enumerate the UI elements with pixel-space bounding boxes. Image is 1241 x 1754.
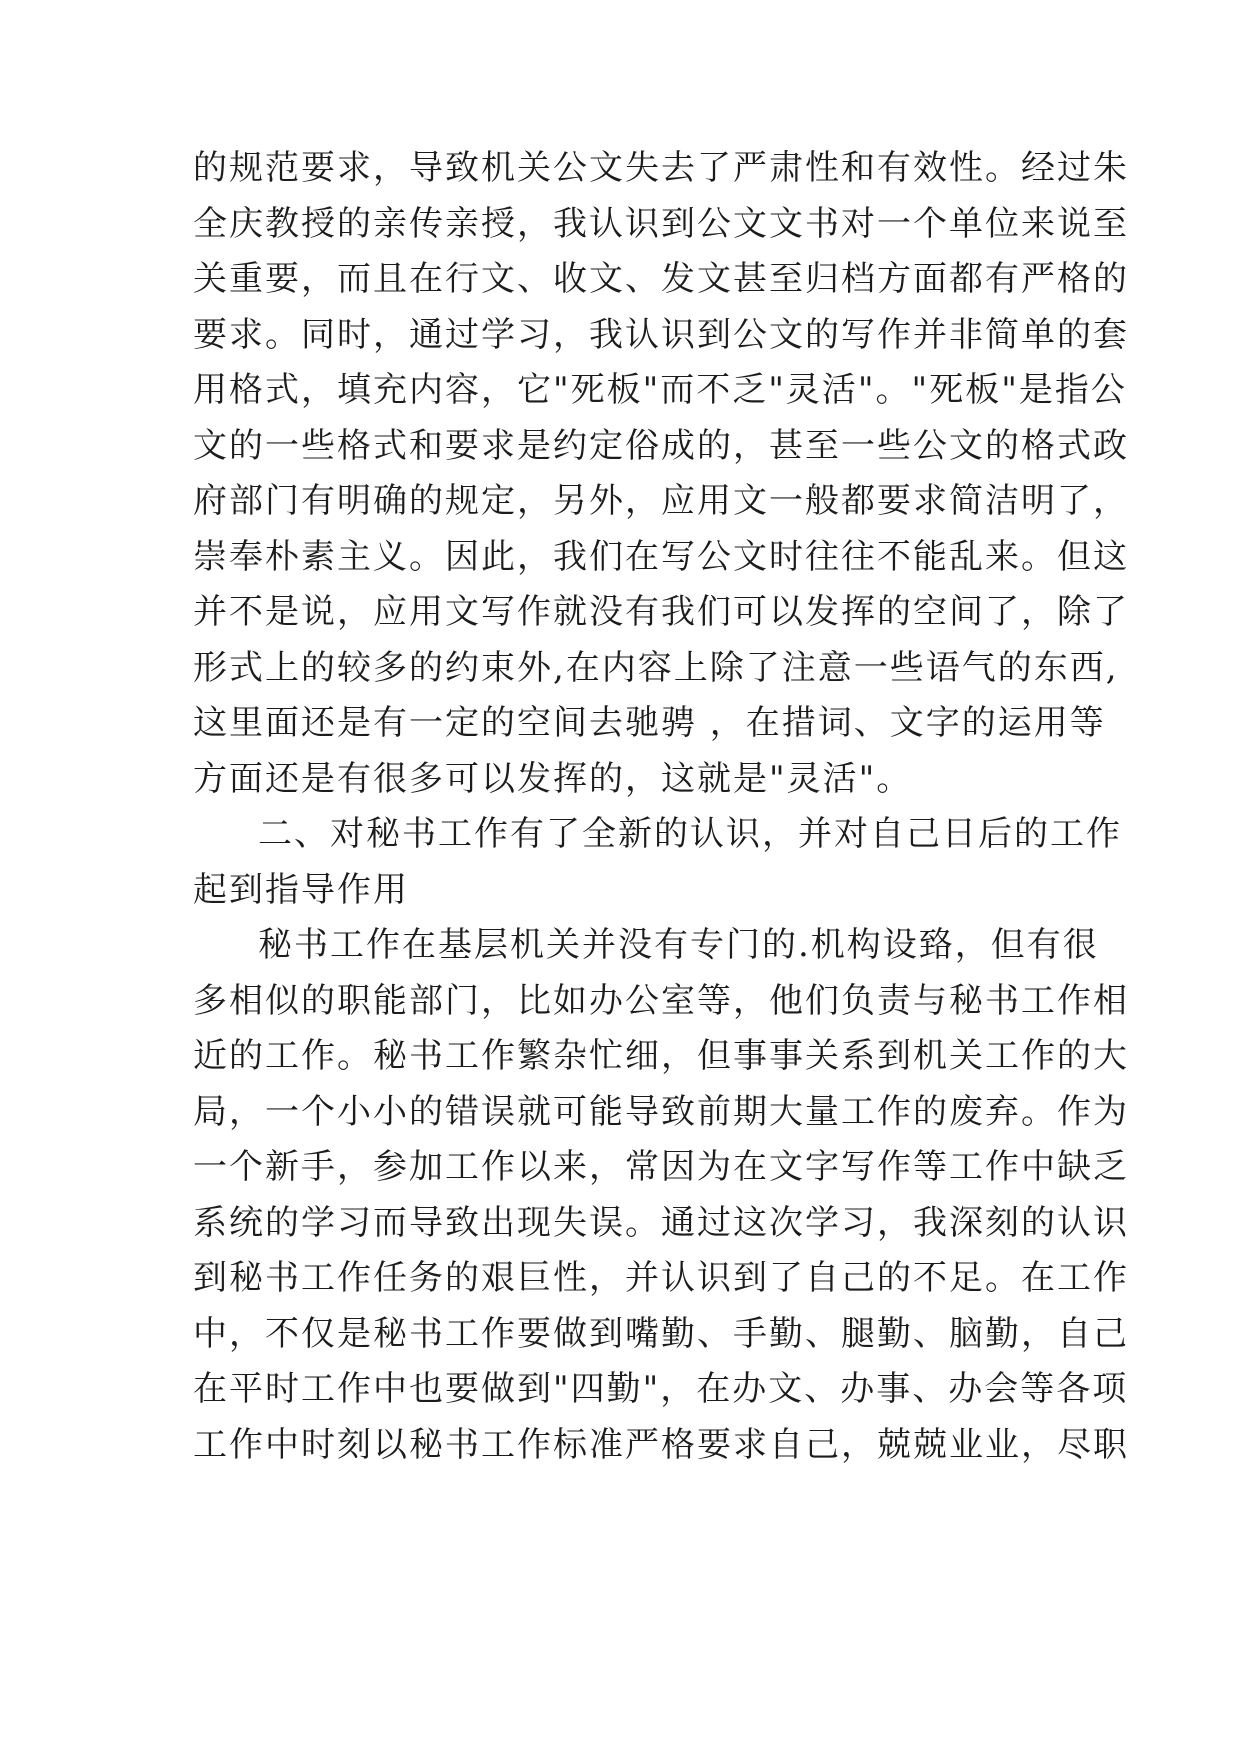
body-line: 中，不仅是秘书工作要做到嘴勤、手勤、腿勤、脑勤，自己 [193, 1314, 1129, 1354]
body-line: 系统的学习而导致出现失误。通过这次学习，我深刻的认识 [193, 1203, 1129, 1243]
body-line: 局，一个小小的错误就可能导致前期大量工作的废弃。作为 [193, 1092, 1129, 1132]
body-line: 的规范要求，导致机关公文失去了严肃性和有效性。经过朱 [193, 148, 1129, 188]
body-line: 这里面还是有一定的空间去驰骋 ，在措词、文字的运用等 [193, 703, 1106, 743]
section-heading-line: 起到指导作用 [193, 870, 409, 910]
body-line: 要求。同时，通过学习，我认识到公文的写作并非简单的套 [193, 315, 1129, 355]
body-line: 工作中时刻以秘书工作标准严格要求自己，兢兢业业，尽职 [193, 1425, 1129, 1465]
body-line: 近的工作。秘书工作繁杂忙细，但事事关系到机关工作的大 [193, 1036, 1129, 1076]
body-line: 府部门有明确的规定，另外，应用文一般都要求简洁明了， [193, 481, 1129, 521]
body-line: 形式上的较多的约束外,在内容上除了注意一些语气的东西, [193, 648, 1119, 688]
body-line: 全庆教授的亲传亲授，我认识到公文文书对一个单位来说至 [193, 204, 1129, 244]
body-line: 一个新手，参加工作以来，常因为在文字写作等工作中缺乏 [193, 1147, 1129, 1187]
section-heading-line: 二、对秘书工作有了全新的认识，并对自己日后的工作 [258, 814, 1122, 854]
body-line: 到秘书工作任务的艰巨性，并认识到了自己的不足。在工作 [193, 1258, 1129, 1298]
body-line: 用格式，填充内容，它"死板"而不乏"灵活"。"死板"是指公 [193, 370, 1127, 410]
body-line: 多相似的职能部门，比如办公室等，他们负责与秘书工作相 [193, 981, 1129, 1021]
body-line: 文的一些格式和要求是约定俗成的，甚至一些公文的格式政 [193, 426, 1129, 466]
body-line: 关重要，而且在行文、收文、发文甚至归档方面都有严格的 [193, 259, 1129, 299]
body-line: 方面还是有很多可以发挥的，这就是"灵活"。 [193, 759, 913, 799]
body-line: 崇奉朴素主义。因此，我们在写公文时往往不能乱来。但这 [193, 537, 1129, 577]
body-line: 并不是说，应用文写作就没有我们可以发挥的空间了，除了 [193, 592, 1129, 632]
body-line: 秘书工作在基层机关并没有专门的.机构设臵，但有很 [258, 925, 1099, 965]
body-line: 在平时工作中也要做到"四勤"，在办文、办事、办会等各项 [193, 1369, 1129, 1409]
